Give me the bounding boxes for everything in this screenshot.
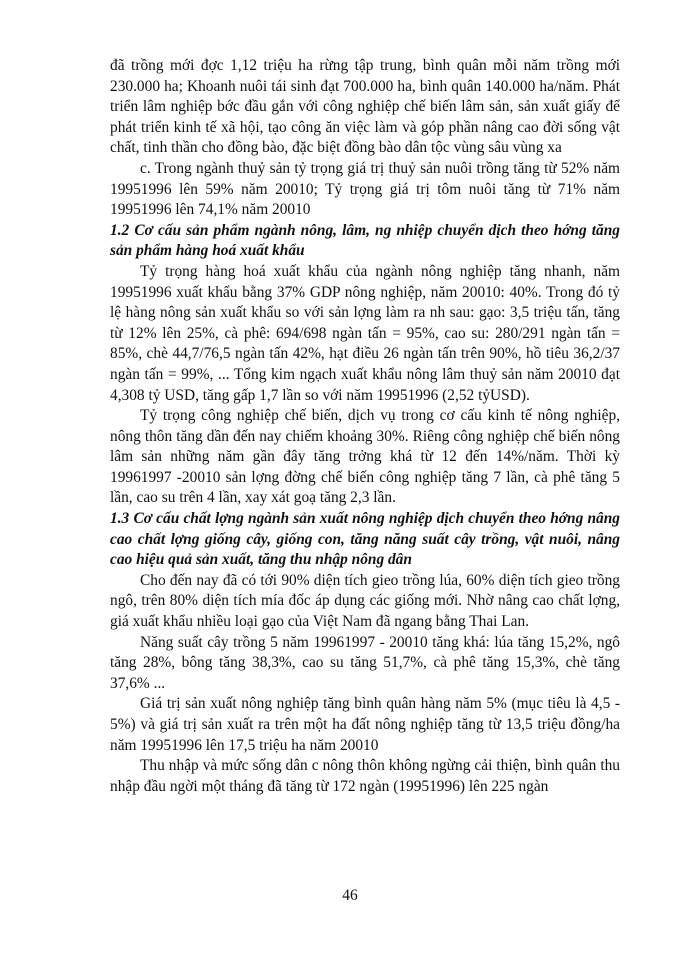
paragraph-processing-industry: Tỷ trọng công nghiệp chế biến, dịch vụ trong cơ cấu kinh tế nông nghiệp, nông thôn tăng dần đến nay chiếm khoảng 30%. Riêng công nghiệp chế biến nông lâm sản những năm gần đây tăng trởng khá từ 12 đến 14%/năm. Thời kỳ 19961997 -20010 sản lợng đờng chế biến công nghiệp tăng 7 lần, cà phê tăng 5 lần, cao su trên 4 lần, xay xát goạ tăng 2,3 lần. — [110, 407, 620, 507]
paragraph-production-value: Giá trị sản xuất nông nghiệp tăng bình quân hàng năm 5% (mục tiêu là 4,5 - 5%) và giá trị sản xuất ra trên một ha đất nông nghiệp tăng từ 13,5 triệu đồng/ha năm 19951996 lên 17,5 triệu ha năm 20010 — [110, 695, 620, 754]
page-number: 46 — [342, 887, 358, 904]
paragraph-export-share: Tỷ trọng hàng hoá xuất khẩu của ngành nông nghiệp tăng nhanh, năm 19951996 xuất khẩu bằng 37% GDP nông nghiệp, năm 20010: 40%. Trong đó tỷ lệ hàng nông sản xuất khẩu so với sản lợng làm ra nh sau: gạo: 3,5 triệu tấn, tăng từ 12% lên 25%, cà phê: 694/698 ngàn tấn = 95%, cao su: 280/291 ngàn tấn = 85%, chè 44,7/76,5 ngàn tấn 42%, hạt điều 26 ngàn tấn trên 90%, hồ tiêu 36,2/37 ngàn tấn = 99%, ... Tổng kim ngạch xuất khẩu nông lâm thuỷ sản năm 20010 đạt 4,308 tỷ USD, tăng gấp 1,7 lần so với năm 19951996 (2,52 tỷUSD). — [110, 262, 620, 404]
paragraph-rural-income: Thu nhập và mức sống dân c nông thôn không ngừng cải thiện, bình quân thu nhập đầu ngời một tháng đã tăng từ 172 ngàn (19951996) lên 225 ngàn — [110, 757, 620, 795]
heading-1-2: 1.2 Cơ cấu sản phẩm ngành nông, lâm, ng nhiệp chuyển dịch theo hớng tăng sản phẩm hàng hoá xuất khẩu — [110, 221, 620, 260]
document-body — [110, 56, 620, 797]
paragraph-crop-yield: Năng suất cây trồng 5 năm 19961997 - 20010 tăng khá: lúa tăng 15,2%, ngô tăng 28%, bông tăng 38,3%, cao su tăng 51,7%, cà phê tăng 15,3%, chè tăng 37,6% ... — [110, 633, 620, 692]
paragraph-fisheries: c. Trong ngành thuỷ sản tỷ trọng giá trị thuỷ sản nuôi trồng tăng từ 52% năm 19951996 lên 59% năm 20010; Tỷ trọng giá trị tôm nuôi tăng từ 71% năm 19951996 lên 74,1% năm 20010 — [110, 159, 620, 219]
heading-1-3: 1.3 Cơ cấu chất lợng ngành sản xuất nông nghiệp dịch chuyển theo hớng nâng cao chất lợng giống cây, giống con, tăng năng suất cây trồng, vật nuôi, nâng cao hiệu quả sản xuất, tăng thu nhập nông dân — [110, 510, 620, 569]
paragraph-new-varieties: Cho đến nay đã có tới 90% diện tích gieo trồng lúa, 60% diện tích gieo trồng ngô, trên 80% diện tích mía đốc áp dụng các giống mới. Nhờ nâng cao chất lợng, giá xuất khẩu nhiều loại gạo của Việt Nam đã ngang bằng Thai Lan. — [110, 571, 620, 631]
paragraph-forestry-summary: đã trồng mới đợc 1,12 triệu ha rừng tập trung, bình quân mỗi năm trồng mới 230.000 ha; Khoanh nuôi tái sinh đạt 700.000 ha, bình quân 140.000 ha/năm. Phát triển lâm nghiệp bớc đầu gắn với công nghiệp chế biến lâm sản, sản xuất giấy để phát triển kinh tế xã hội, tạo công ăn việc làm và góp phần nâng cao đời sống vật chất, tinh thần cho đồng bào, đặc biệt đồng bào dân tộc vùng sâu vùng xa — [110, 57, 620, 157]
